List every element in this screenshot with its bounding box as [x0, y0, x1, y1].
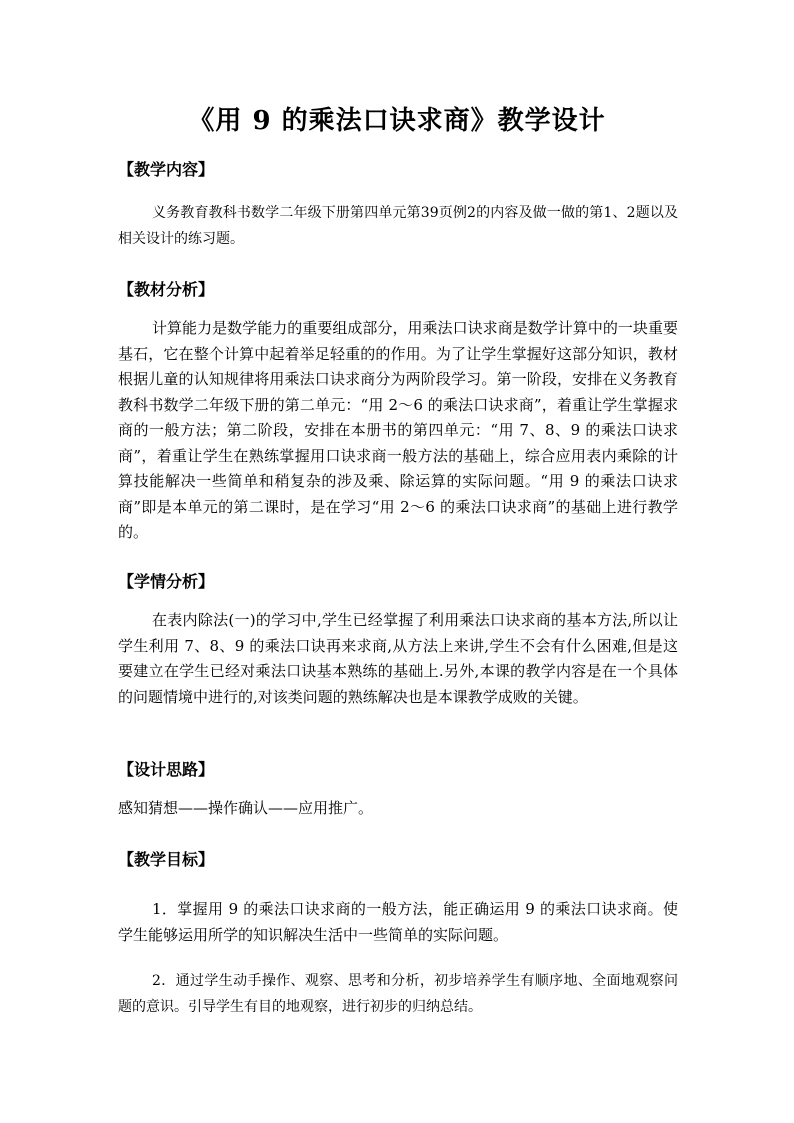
- paragraph-textbook-analysis: 计算能力是数学能力的重要组成部分，用乘法口诀求商是数学计算中的一块重要基石，它在整个计算中起着举足轻重的的作用。为了让学生掌握好这部分知识，教材根据儿童的认知规律将用乘法口诀求商分为两阶段学习。第一阶段，安排在义务教育教科书数学二年级下册的第二单元：“用 2～6 的乘法口诀求商”，着重让学生掌握求商的一般方法；第二阶段，安排在本册书的第四单元：“用 7、8、9 的乘法口诀求商”，着重让学生在熟练掌握用口诀求商一般方法的基础上，综合应用表内乘除的计算技能解决一些简单和稍复杂的涉及乘、除运算的实际问题。“用 9 的乘法口诀求商”即是本单元的第二课时，是在学习“用 2～6 的乘法口诀求商”的基础上进行教学的。: [118, 319, 678, 541]
- heading-textbook-analysis: 【教材分析】: [118, 280, 215, 299]
- goal-item: 1．掌握用 9 的乘法口诀求商的一般方法，能正确运用 9 的乘法口诀求商。使学生能够运用所学的知识解决生活中一些简单的实际问题。: [118, 900, 678, 944]
- paragraph-design-idea: 感知猜想——操作确认——应用推广。: [118, 799, 374, 817]
- paragraph-teaching-content: 义务教育教科书数学二年级下册第四单元第39页例2的内容及做一做的第1、2题以及相关设计的练习题。: [118, 205, 678, 247]
- heading-design-idea: 【设计思路】: [118, 760, 215, 779]
- heading-student-analysis: 【学情分析】: [118, 572, 215, 591]
- document-title: 《用 9 的乘法口诀求商》教学设计: [188, 106, 606, 136]
- paragraph-student-analysis: 在表内除法(一)的学习中,学生已经掌握了利用乘法口诀求商的基本方法,所以让学生利用 7、8、9 的乘法口诀再来求商,从方法上来讲,学生不会有什么困难,但是这要建立在学生已经对乘法口诀基本熟练的基础上.另外,本课的教学内容是在一个具体的问题情境中进行的,对该类问题的熟练解决也是本课教学成败的关键。: [118, 611, 678, 706]
- heading-teaching-goals: 【教学目标】: [118, 850, 215, 869]
- heading-teaching-content: 【教学内容】: [118, 160, 215, 179]
- goal-item: 2．通过学生动手操作、观察、思考和分析，初步培养学生有顺序地、全面地观察问题的意识。引导学生有目的地观察，进行初步的归纳总结。: [118, 973, 678, 1015]
